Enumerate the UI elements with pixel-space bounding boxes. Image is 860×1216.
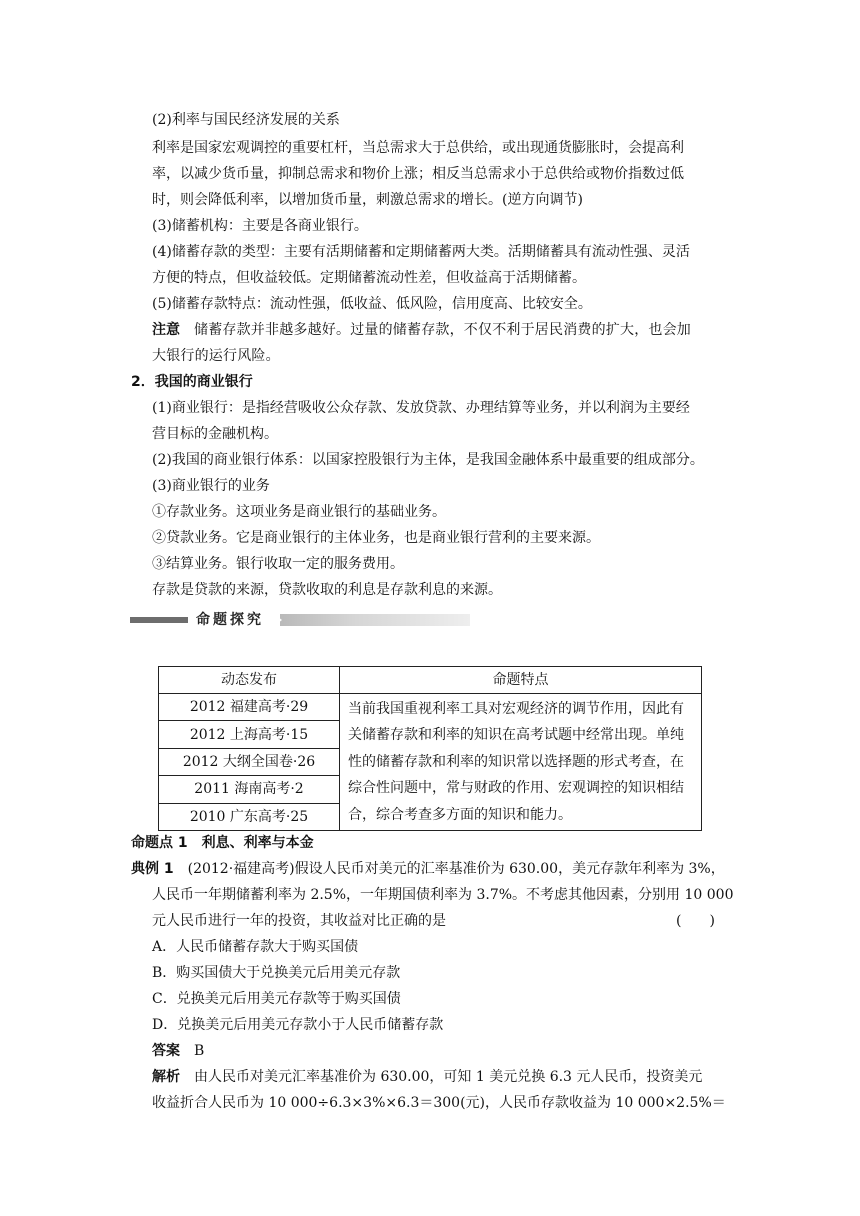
paragraph-line: 方便的特点，但收益较低。定期储蓄流动性差，但收益高于活期储蓄。 (152, 270, 586, 286)
topic-heading (131, 833, 314, 853)
analysis-label: 解析 (152, 1069, 180, 1085)
table-cell: 2012 福建高考·29 (159, 694, 340, 721)
banner-title: 命题探究 (196, 612, 264, 628)
topic-label: 命题点 1 (131, 835, 188, 851)
option-b: B．购买国债大于兑换美元后用美元存款 (152, 965, 401, 981)
paragraph-line: ③结算业务。银行收取一定的服务费用。 (152, 556, 404, 572)
note-text: 储蓄存款并非越多越好。过量的储蓄存款，不仅不利于居民消费的扩大，也会加 (194, 322, 691, 338)
paragraph-line: ①存款业务。这项业务是商业银行的基础业务。 (152, 504, 446, 520)
paragraph-line: 时，则会降低利率，以增加货币量，刺激总需求的增长。(逆方向调节) (152, 192, 583, 208)
example-text: (2012·福建高考)假设人民币对美元的汇率基准价为 630.00，美元存款年利率为 3%， (187, 861, 725, 877)
example-label: 典例 1 (131, 861, 174, 877)
table-cell: 2012 大纲全国卷·26 (159, 748, 340, 775)
paragraph-line: (3)储蓄机构：主要是各商业银行。 (152, 218, 368, 234)
example-line (131, 859, 725, 879)
table-header-row (159, 667, 702, 694)
answer-line (152, 1041, 204, 1061)
banner-fade (280, 614, 470, 626)
feature-cell: 当前我国重视利率工具对宏观经济的调节作用，因此有关储蓄存款和利率的知识在高考试题中经常出现。单纯性的储蓄存款和利率的知识常以选择题的形式考查，在综合性问题中，常与财政的作用、宏观调控的知识相结合，综合考查多方面的知识和能力。 (340, 694, 702, 831)
paragraph-line: 利率是国家宏观调控的重要杠杆，当总需求大于总供给，或出现通货膨胀时，会提高利 (152, 140, 684, 156)
example-line: 元人民币进行一年的投资，其收益对比正确的是 (152, 913, 446, 929)
paragraph-line: (1)商业银行：是指经营吸收公众存款、发放贷款、办理结算等业务，并以利润为主要经 (152, 400, 690, 416)
table-cell: 2011 海南高考·2 (159, 776, 340, 803)
paragraph-line: ②贷款业务。它是商业银行的主体业务，也是商业银行营利的主要来源。 (152, 530, 600, 546)
example-line: 人民币一年期储蓄利率为 2.5%，一年期国债利率为 3.7%。不考虑其他因素，分别用 10 000 (152, 887, 734, 903)
release-table (158, 666, 702, 831)
banner-bar (130, 617, 188, 623)
table-header: 动态发布 (159, 667, 340, 694)
paragraph-line: 营目标的金融机构。 (152, 426, 278, 442)
section-banner (130, 610, 470, 630)
answer-value: B (194, 1043, 205, 1059)
option-c: C．兑换美元后用美元存款等于购买国债 (152, 991, 401, 1007)
answer-blank: ( ) (676, 913, 715, 929)
paragraph-line: (2)我国的商业银行体系：以国家控股银行为主体，是我国金融体系中最重要的组成部分。 (152, 452, 704, 468)
paragraph-line: 率，以减少货币量，抑制总需求和物价上涨；相反当总需求小于总供给或物价指数过低 (152, 166, 684, 182)
table-cell: 2010 广东高考·25 (159, 803, 340, 830)
paragraph-line: (5)储蓄存款特点：流动性强，低收益、低风险，信用度高、比较安全。 (152, 296, 592, 312)
answer-label: 答案 (152, 1043, 180, 1059)
note-label: 注意 (152, 322, 180, 338)
analysis-text: 由人民币对美元汇率基准价为 630.00，可知 1 美元兑换 6.3 元人民币，投资美元 (194, 1069, 703, 1085)
option-d: D．兑换美元后用美元存款小于人民币储蓄存款 (152, 1017, 444, 1033)
paragraph-line: (4)储蓄存款的类型：主要有活期储蓄和定期储蓄两大类。活期储蓄具有流动性强、灵活 (152, 244, 690, 260)
table-row (159, 694, 702, 721)
banner-chevron-icon (274, 614, 282, 626)
option-a: A．人民币储蓄存款大于购买国债 (152, 939, 359, 955)
paragraph-line: (3)商业银行的业务 (152, 478, 270, 494)
topic-title: 利息、利率与本金 (201, 835, 314, 851)
section-heading: 2．我国的商业银行 (131, 374, 253, 390)
analysis-line (152, 1067, 702, 1087)
table-header: 命题特点 (340, 667, 702, 694)
analysis-line: 收益折合人民币为 10 000÷6.3×3%×6.3＝300(元)，人民币存款收益为 10 000×2.5%＝ (152, 1095, 726, 1111)
paragraph-line: 存款是贷款的来源，贷款收取的利息是存款利息的来源。 (152, 582, 502, 598)
note-line (152, 320, 691, 340)
table-cell: 2012 上海高考·15 (159, 721, 340, 748)
note-line: 大银行的运行风险。 (152, 348, 280, 364)
paragraph-line: (2)利率与国民经济发展的关系 (152, 112, 340, 128)
